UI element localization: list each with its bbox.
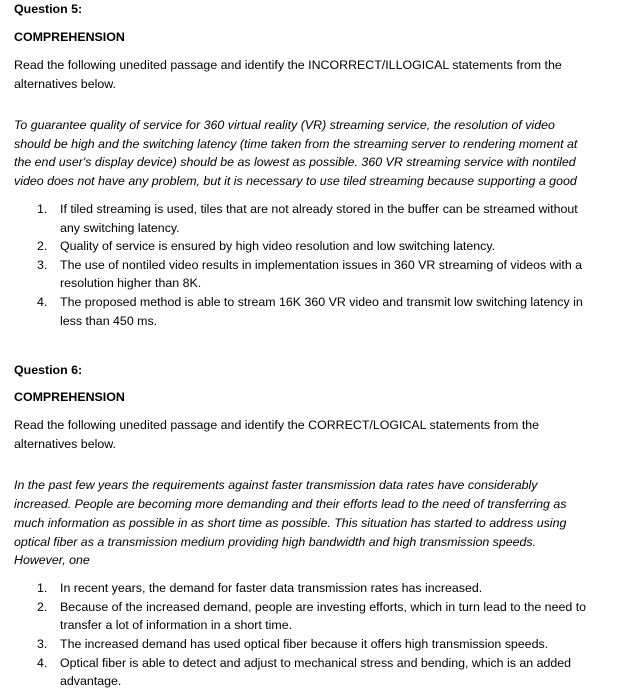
question-5-passage-line-1: To guarantee quality of service for 360 virtual reality (VR) streaming service, the resolution of video [14,118,555,132]
question-6-passage-line-2: increased. People are becoming more demanding and their efforts lead to the need of transferring as [14,497,567,511]
question-6-section: COMPREHENSION [14,390,125,404]
question-5-passage-line-4: video does not have any problem, but it is necessary to use tiled streaming because supporting a good [14,174,577,188]
question-6-instruction-line-2: alternatives below. [14,437,116,451]
question-5-option-1-line-2: any switching latency. [60,221,180,235]
question-6-option-1-line-1: In recent years, the demand for faster data transmission rates has increased. [60,581,483,595]
question-6-option-4-line-1: Optical fiber is able to detect and adjust to mechanical stress and bending, which is an added [60,656,572,670]
question-6-passage-line-5: However, one [14,553,90,567]
question-6-passage-line-1: In the past few years the requirements against faster transmission data rates have considerably [14,478,538,492]
question-6-instruction-line-1: Read the following unedited passage and identify the CORRECT/LOGICAL statements from the [14,418,540,432]
question-5-option-3-number: 3. [37,258,48,272]
question-5-instruction-line-1: Read the following unedited passage and identify the INCORRECT/ILLOGICAL statements from the [14,58,562,72]
question-6-option-2-line-2: transfer a lot of information in a short time. [60,618,293,632]
question-6-option-2-number: 2. [37,600,48,614]
question-6-option-4-line-2: advantage. [60,674,122,688]
question-5-option-3-line-2: resolution higher than 8K. [60,276,202,290]
question-5-option-2-line-1: Quality of service is ensured by high video resolution and low switching latency. [60,239,496,253]
question-5-option-4-line-2: less than 450 ms. [60,314,158,328]
question-6-passage-line-3: much information as possible in as short time as possible. This situation has started to address using [14,516,567,530]
question-5-option-1-line-1: If tiled streaming is used, tiles that are not already stored in the buffer can be streamed without [60,202,578,216]
question-6-option-4-number: 4. [37,656,48,670]
question-5-option-2-number: 2. [37,239,48,253]
question-5-section: COMPREHENSION [14,30,125,44]
question-5-title: Question 5: [14,2,83,16]
question-6-passage-line-4: optical fiber as a transmission medium providing high bandwidth and high transmission speeds. [14,535,537,549]
question-6-option-3-line-1: The increased demand has used optical fiber because it offers high transmission speeds. [60,637,549,651]
question-6-option-1-number: 1. [37,581,48,595]
question-5-option-4-line-1: The proposed method is able to stream 16K 360 VR video and transmit low switching latency in [60,295,583,309]
question-5-option-4-number: 4. [37,295,48,309]
question-5-passage-line-3: the end user's display device) should be as lowest as possible. 360 VR streaming service with nontiled [14,155,576,169]
question-5-instruction-line-2: alternatives below. [14,77,116,91]
question-6-title: Question 6: [14,363,83,377]
question-5-option-3-line-1: The use of nontiled video results in implementation issues in 360 VR streaming of videos with a [60,258,583,272]
question-5-passage-line-2: should be high and the switching latency (time taken from the streaming server to rendering moment at [14,137,578,151]
question-5-option-1-number: 1. [37,202,48,216]
question-6-option-2-line-1: Because of the increased demand, people are investing efforts, which in turn lead to the need to [60,600,587,614]
question-6-option-3-number: 3. [37,637,48,651]
